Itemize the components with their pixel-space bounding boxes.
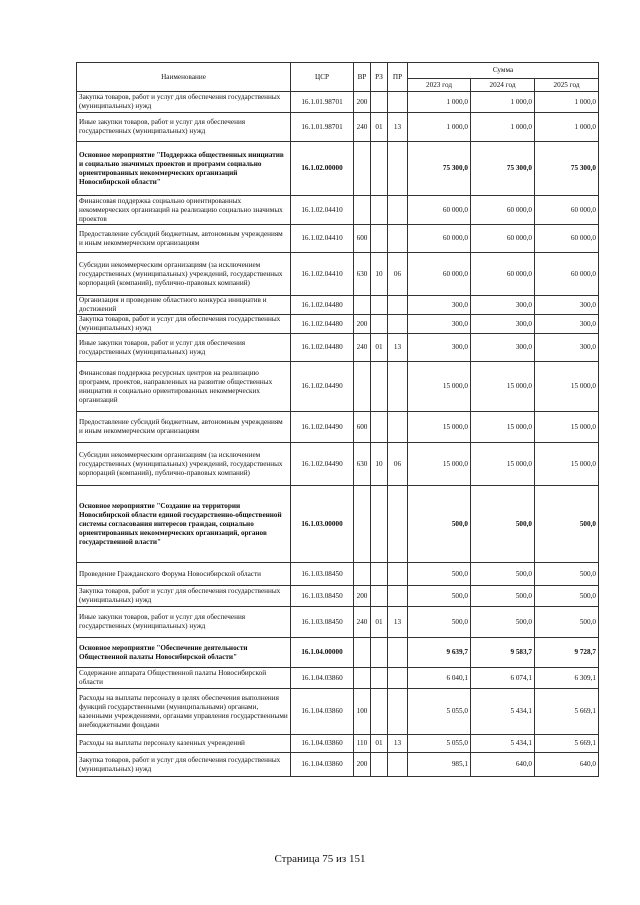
col-header-pr: ПР <box>388 63 408 92</box>
table-row <box>77 412 599 443</box>
cell-vr: 200 <box>354 92 371 113</box>
cell-vr <box>354 638 371 668</box>
cell-csr: 16.1.02.04490 <box>291 443 354 486</box>
cell-2025: 640,0 <box>535 753 599 777</box>
cell-name: Предоставление субсидий бюджетным, автономным учреждениям и иным некоммерческим организациям <box>77 225 291 253</box>
cell-pr <box>388 689 408 735</box>
cell-pr <box>388 668 408 689</box>
cell-rz <box>371 638 388 668</box>
cell-rz: 10 <box>371 253 388 296</box>
cell-pr <box>388 753 408 777</box>
cell-2024: 6 074,1 <box>471 668 535 689</box>
cell-vr: 200 <box>354 586 371 607</box>
cell-vr <box>354 563 371 586</box>
cell-pr <box>388 296 408 315</box>
cell-rz <box>371 92 388 113</box>
cell-2024: 60 000,0 <box>471 225 535 253</box>
cell-vr: 630 <box>354 443 371 486</box>
cell-2024: 15 000,0 <box>471 443 535 486</box>
table-row <box>77 586 599 607</box>
col-header-csr: ЦСР <box>291 63 354 92</box>
cell-csr: 16.1.02.04410 <box>291 196 354 225</box>
cell-rz <box>371 668 388 689</box>
cell-2024: 300,0 <box>471 315 535 334</box>
cell-2025: 300,0 <box>535 334 599 362</box>
cell-2024: 5 434,1 <box>471 689 535 735</box>
cell-vr <box>354 668 371 689</box>
cell-vr <box>354 296 371 315</box>
cell-2024: 500,0 <box>471 586 535 607</box>
cell-2025: 5 669,1 <box>535 689 599 735</box>
table-row <box>77 142 599 196</box>
cell-vr: 110 <box>354 735 371 753</box>
cell-name: Финансовая поддержка ресурсных центров на реализацию программ, проектов, направленных на развитие общественных инициатив и социально ориентированных некоммерческих организаций <box>77 362 291 412</box>
cell-rz <box>371 753 388 777</box>
col-header-sum: Сумма <box>408 63 599 79</box>
cell-2023: 15 000,0 <box>408 362 471 412</box>
cell-rz: 01 <box>371 735 388 753</box>
cell-2024: 640,0 <box>471 753 535 777</box>
cell-csr: 16.1.04.03860 <box>291 735 354 753</box>
cell-pr <box>388 638 408 668</box>
cell-2023: 60 000,0 <box>408 196 471 225</box>
cell-2025: 60 000,0 <box>535 225 599 253</box>
cell-rz <box>371 362 388 412</box>
cell-name: Иные закупки товаров, работ и услуг для обеспечения государственных (муниципальных) нужд <box>77 607 291 638</box>
cell-name: Основное мероприятие "Обеспечение деятельности Общественной палаты Новосибирской области" <box>77 638 291 668</box>
cell-2023: 985,1 <box>408 753 471 777</box>
cell-csr: 16.1.03.08450 <box>291 563 354 586</box>
cell-2024: 500,0 <box>471 607 535 638</box>
cell-rz <box>371 296 388 315</box>
cell-csr: 16.1.02.04480 <box>291 334 354 362</box>
cell-name: Закупка товаров, работ и услуг для обеспечения государственных (муниципальных) нужд <box>77 586 291 607</box>
cell-2023: 500,0 <box>408 607 471 638</box>
cell-2025: 15 000,0 <box>535 443 599 486</box>
cell-2024: 5 434,1 <box>471 735 535 753</box>
cell-2023: 9 639,7 <box>408 638 471 668</box>
cell-pr: 06 <box>388 253 408 296</box>
table-row <box>77 334 599 362</box>
cell-pr <box>388 142 408 196</box>
cell-name: Основное мероприятие "Создание на территории Новосибирской области единой государственно-общественной системы согласования интересов граждан, социально ориентированных некоммерческих организаций, органов государственной власти" <box>77 486 291 563</box>
budget-table <box>76 62 599 777</box>
table-row <box>77 638 599 668</box>
cell-2025: 75 300,0 <box>535 142 599 196</box>
cell-vr: 200 <box>354 753 371 777</box>
cell-2025: 5 669,1 <box>535 735 599 753</box>
col-header-2023: 2023 год <box>408 79 471 92</box>
cell-2024: 9 583,7 <box>471 638 535 668</box>
page-number: Страница 75 из 151 <box>274 853 366 865</box>
cell-2023: 60 000,0 <box>408 225 471 253</box>
cell-pr <box>388 412 408 443</box>
cell-2024: 15 000,0 <box>471 412 535 443</box>
cell-2023: 6 040,1 <box>408 668 471 689</box>
cell-2024: 75 300,0 <box>471 142 535 196</box>
cell-pr: 06 <box>388 443 408 486</box>
cell-csr: 16.1.01.98701 <box>291 92 354 113</box>
cell-2023: 300,0 <box>408 315 471 334</box>
cell-2024: 500,0 <box>471 563 535 586</box>
cell-vr <box>354 486 371 563</box>
cell-2023: 500,0 <box>408 486 471 563</box>
cell-rz: 01 <box>371 334 388 362</box>
table-row <box>77 92 599 113</box>
cell-pr: 13 <box>388 735 408 753</box>
col-header-2024: 2024 год <box>471 79 535 92</box>
cell-2025: 500,0 <box>535 563 599 586</box>
cell-2025: 60 000,0 <box>535 253 599 296</box>
cell-2023: 1 000,0 <box>408 113 471 142</box>
cell-2025: 500,0 <box>535 486 599 563</box>
cell-2024: 60 000,0 <box>471 253 535 296</box>
cell-name: Иные закупки товаров, работ и услуг для обеспечения государственных (муниципальных) нужд <box>77 113 291 142</box>
cell-vr: 600 <box>354 412 371 443</box>
cell-vr: 240 <box>354 113 371 142</box>
cell-2024: 1 000,0 <box>471 113 535 142</box>
cell-pr: 13 <box>388 113 408 142</box>
cell-2025: 500,0 <box>535 586 599 607</box>
cell-csr: 16.1.01.98701 <box>291 113 354 142</box>
cell-2023: 300,0 <box>408 334 471 362</box>
cell-name: Расходы на выплаты персоналу в целях обеспечения выполнения функций государственными (муниципальными) органами, казенными учреждениями, органами управления государственными внебюджетными фондами <box>77 689 291 735</box>
cell-2025: 300,0 <box>535 296 599 315</box>
cell-csr: 16.1.04.03860 <box>291 753 354 777</box>
cell-rz <box>371 196 388 225</box>
cell-pr <box>388 315 408 334</box>
cell-2025: 60 000,0 <box>535 196 599 225</box>
table-row <box>77 362 599 412</box>
table-row <box>77 225 599 253</box>
cell-rz: 10 <box>371 443 388 486</box>
table-row <box>77 296 599 315</box>
table-row <box>77 196 599 225</box>
cell-csr: 16.1.02.04480 <box>291 315 354 334</box>
col-header-name: Наименование <box>77 63 291 92</box>
cell-pr <box>388 196 408 225</box>
cell-rz <box>371 586 388 607</box>
cell-rz <box>371 486 388 563</box>
cell-2025: 1 000,0 <box>535 92 599 113</box>
cell-name: Иные закупки товаров, работ и услуг для обеспечения государственных (муниципальных) нужд <box>77 334 291 362</box>
table-row <box>77 443 599 486</box>
cell-vr: 200 <box>354 315 371 334</box>
cell-vr: 630 <box>354 253 371 296</box>
cell-pr: 13 <box>388 607 408 638</box>
table-row <box>77 607 599 638</box>
cell-2023: 300,0 <box>408 296 471 315</box>
cell-vr: 600 <box>354 225 371 253</box>
cell-2023: 5 055,0 <box>408 735 471 753</box>
cell-2023: 15 000,0 <box>408 412 471 443</box>
cell-name: Предоставление субсидий бюджетным, автономным учреждениям и иным некоммерческим организациям <box>77 412 291 443</box>
table-row <box>77 668 599 689</box>
cell-rz <box>371 315 388 334</box>
cell-2025: 6 309,1 <box>535 668 599 689</box>
cell-name: Закупка товаров, работ и услуг для обеспечения государственных (муниципальных) нужд <box>77 753 291 777</box>
cell-csr: 16.1.03.08450 <box>291 607 354 638</box>
cell-pr <box>388 225 408 253</box>
cell-2025: 500,0 <box>535 607 599 638</box>
cell-pr <box>388 586 408 607</box>
cell-2023: 1 000,0 <box>408 92 471 113</box>
table-body <box>77 92 599 777</box>
cell-2023: 60 000,0 <box>408 253 471 296</box>
cell-vr <box>354 142 371 196</box>
cell-csr: 16.1.04.03860 <box>291 668 354 689</box>
cell-vr: 240 <box>354 334 371 362</box>
col-header-2025: 2025 год <box>535 79 599 92</box>
cell-2023: 500,0 <box>408 563 471 586</box>
cell-pr <box>388 362 408 412</box>
col-header-vr: ВР <box>354 63 371 92</box>
cell-2025: 300,0 <box>535 315 599 334</box>
cell-name: Субсидии некоммерческим организациям (за исключением государственных (муниципальных) учреждений, государственных корпораций (компаний), публично-правовых компаний) <box>77 443 291 486</box>
cell-2023: 75 300,0 <box>408 142 471 196</box>
cell-csr: 16.1.02.04490 <box>291 412 354 443</box>
table-row <box>77 486 599 563</box>
cell-name: Расходы на выплаты персоналу казенных учреждений <box>77 735 291 753</box>
cell-2025: 1 000,0 <box>535 113 599 142</box>
cell-vr <box>354 196 371 225</box>
col-header-rz: РЗ <box>371 63 388 92</box>
cell-rz: 01 <box>371 607 388 638</box>
table-row <box>77 253 599 296</box>
cell-csr: 16.1.02.04480 <box>291 296 354 315</box>
cell-rz <box>371 689 388 735</box>
cell-csr: 16.1.03.00000 <box>291 486 354 563</box>
cell-name: Закупка товаров, работ и услуг для обеспечения государственных (муниципальных) нужд <box>77 92 291 113</box>
cell-csr: 16.1.02.04410 <box>291 225 354 253</box>
cell-csr: 16.1.03.08450 <box>291 586 354 607</box>
table-row <box>77 735 599 753</box>
cell-name: Закупка товаров, работ и услуг для обеспечения государственных (муниципальных) нужд <box>77 315 291 334</box>
cell-rz <box>371 225 388 253</box>
cell-2023: 5 055,0 <box>408 689 471 735</box>
cell-name: Содержание аппарата Общественной палаты Новосибирской области <box>77 668 291 689</box>
table-row <box>77 563 599 586</box>
cell-csr: 16.1.02.04490 <box>291 362 354 412</box>
table-row <box>77 753 599 777</box>
cell-pr <box>388 92 408 113</box>
cell-2025: 9 728,7 <box>535 638 599 668</box>
cell-2024: 1 000,0 <box>471 92 535 113</box>
cell-rz <box>371 142 388 196</box>
cell-csr: 16.1.04.03860 <box>291 689 354 735</box>
cell-2024: 15 000,0 <box>471 362 535 412</box>
cell-name: Основное мероприятие "Поддержка общественных инициатив и социально значимых проектов и программ социально ориентированных некоммерческих организаций Новосибирской области" <box>77 142 291 196</box>
cell-2024: 300,0 <box>471 334 535 362</box>
cell-name: Финансовая поддержка социально ориентированных некоммерческих организаций на реализацию социально значимых проектов <box>77 196 291 225</box>
cell-vr <box>354 362 371 412</box>
table-row <box>77 689 599 735</box>
table-row <box>77 315 599 334</box>
table-row <box>77 113 599 142</box>
cell-rz <box>371 412 388 443</box>
cell-pr: 13 <box>388 334 408 362</box>
cell-name: Проведение Гражданского Форума Новосибирской области <box>77 563 291 586</box>
cell-2024: 60 000,0 <box>471 196 535 225</box>
cell-rz <box>371 563 388 586</box>
cell-csr: 16.1.02.04410 <box>291 253 354 296</box>
cell-2023: 500,0 <box>408 586 471 607</box>
cell-pr <box>388 563 408 586</box>
cell-csr: 16.1.04.00000 <box>291 638 354 668</box>
cell-2024: 300,0 <box>471 296 535 315</box>
cell-2025: 15 000,0 <box>535 412 599 443</box>
cell-2024: 500,0 <box>471 486 535 563</box>
cell-2023: 15 000,0 <box>408 443 471 486</box>
cell-name: Организация и проведение областного конкурса инициатив и достижений <box>77 296 291 315</box>
cell-2025: 15 000,0 <box>535 362 599 412</box>
cell-rz: 01 <box>371 113 388 142</box>
cell-pr <box>388 486 408 563</box>
cell-vr: 100 <box>354 689 371 735</box>
cell-vr: 240 <box>354 607 371 638</box>
cell-name: Субсидии некоммерческим организациям (за исключением государственных (муниципальных) учреждений, государственных корпораций (компаний), публично-правовых компаний) <box>77 253 291 296</box>
cell-csr: 16.1.02.00000 <box>291 142 354 196</box>
